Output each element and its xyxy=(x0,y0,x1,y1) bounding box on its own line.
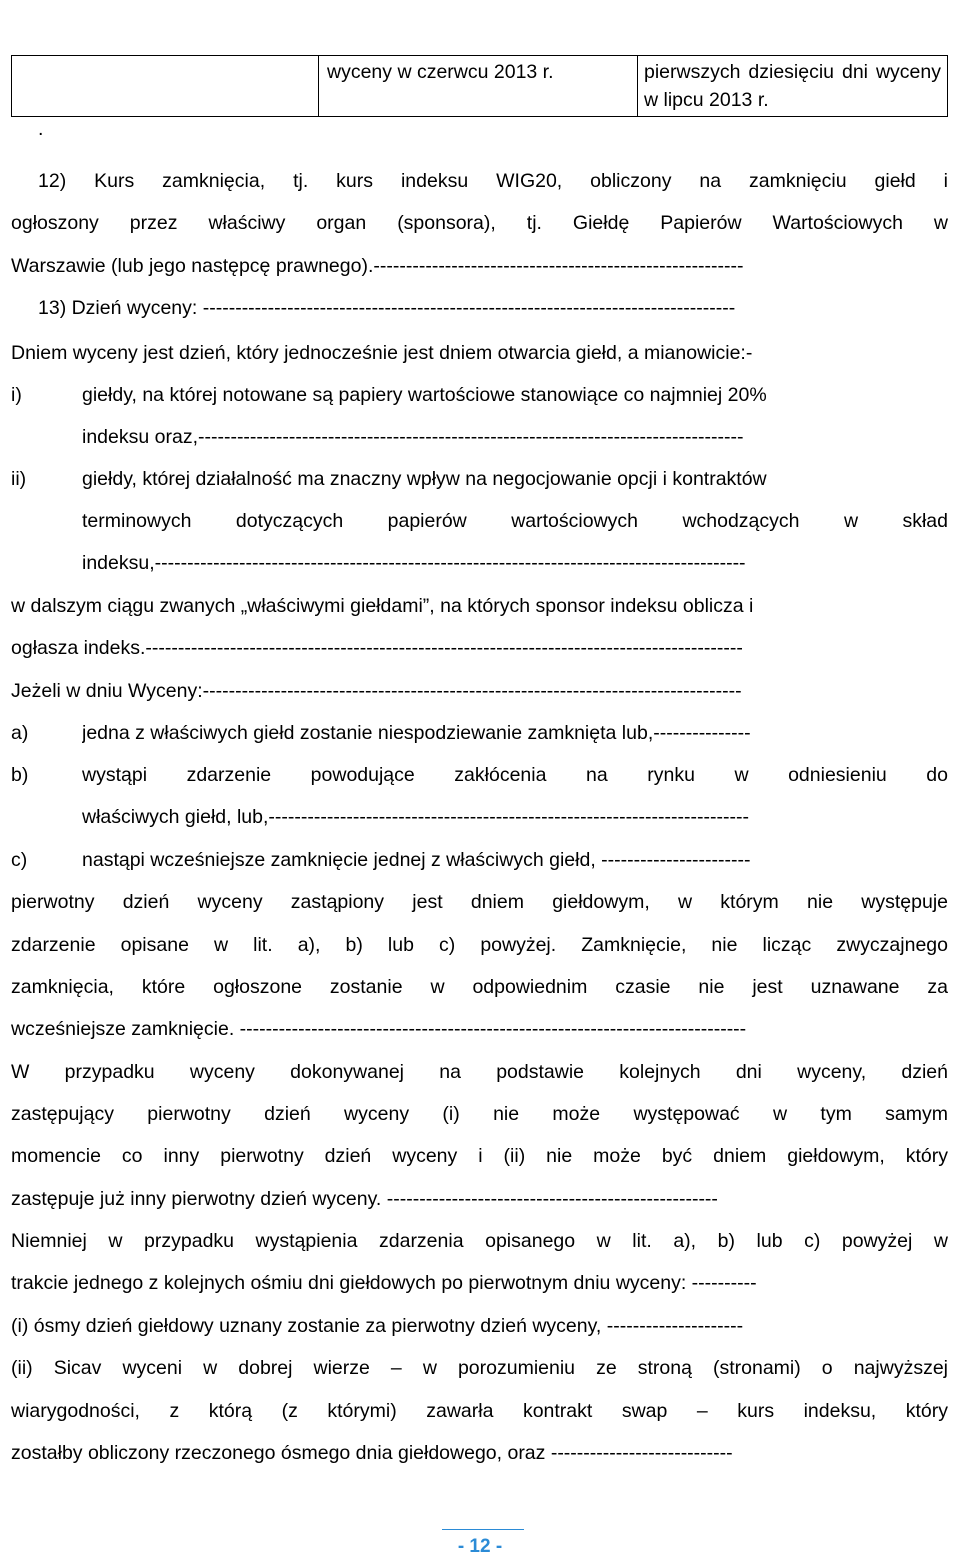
text-line: 12) Kurs zamknięcia, tj. kurs indeksu WIG20, obliczony na zamknięciu giełd i xyxy=(38,170,948,192)
text-line: właściwych giełd, lub,-------------------------------------------------------------------------- xyxy=(82,806,749,828)
page-number: - 12 - xyxy=(457,1536,503,1557)
list-marker: b) xyxy=(11,764,29,786)
table-cell-june: wyceny w czerwcu 2013 r. xyxy=(319,56,638,117)
table-cell-july: pierwszych dziesięciu dni wyceny w lipcu 2013 r. xyxy=(638,56,948,117)
text-line: Jeżeli w dniu Wyceny:----------------------------------------------------------------------------------- xyxy=(11,680,742,702)
text-line: Dniem wyceny jest dzień, który jednocześnie jest dniem otwarcia giełd, a mianowicie:- xyxy=(11,342,753,364)
text-line: pierwotny dzień wyceny zastąpiony jest dniem giełdowym, w którym nie występuje xyxy=(11,891,948,913)
text-line: ogłasza indeks.-------------------------------------------------------------------------------------------- xyxy=(11,637,743,659)
list-item: giełdy, na której notowane są papiery wartościowe stanowiące co najmniej 20% xyxy=(82,384,767,406)
text-line: zdarzenie opisane w lit. a), b) lub c) powyżej. Zamknięcie, nie licząc zwyczajnego xyxy=(11,934,948,956)
list-marker: ii) xyxy=(11,468,27,490)
text-line: wcześniejsze zamknięcie. ------------------------------------------------------------------------------ xyxy=(11,1018,747,1040)
text-line: W przypadku wyceny dokonywanej na podstawie kolejnych dni wyceny, dzień xyxy=(11,1061,948,1083)
text-line: terminowych dotyczących papierów wartościowych wchodzących w skład xyxy=(82,510,948,532)
list-marker: c) xyxy=(11,849,28,871)
text-line: wiarygodności, z którą (z którymi) zawarła kontrakt swap – kurs indeksu, który xyxy=(11,1400,948,1422)
list-marker: a) xyxy=(11,722,29,744)
text-line: zastępuje już inny pierwotny dzień wyceny. --------------------------------------------------- xyxy=(11,1188,718,1210)
list-item: wystąpi zdarzenie powodujące zakłócenia na rynku w odniesieniu do xyxy=(82,764,948,786)
stray-dot: . xyxy=(38,118,44,140)
text-line: trakcie jednego z kolejnych ośmiu dni giełdowych po pierwotnym dniu wyceny: ---------- xyxy=(11,1272,757,1294)
text-line: Niemniej w przypadku wystąpienia zdarzenia opisanego w lit. a), b) lub c) powyżej w xyxy=(11,1230,948,1252)
footer-rule xyxy=(442,1529,524,1530)
text-line: zostałby obliczony rzeczonego ósmego dnia giełdowego, oraz ---------------------------- xyxy=(11,1442,733,1464)
text-line: indeksu,------------------------------------------------------------------------------------------- xyxy=(82,552,746,574)
text-line: zastępujący pierwotny dzień wyceny (i) nie może występować w tym samym xyxy=(11,1103,948,1125)
header-table xyxy=(11,55,948,117)
section-heading-13: 13) Dzień wyceny: ---------------------------------------------------------------------------------- xyxy=(38,297,736,319)
table-cell-empty xyxy=(12,56,319,117)
text-line: ogłoszony przez właściwy organ (sponsora), tj. Giełdę Papierów Wartościowych w xyxy=(11,212,948,234)
text-line: (ii) Sicav wyceni w dobrej wierze – w porozumieniu ze stroną (stronami) o najwyższej xyxy=(11,1357,948,1379)
text-line: Warszawie (lub jego następcę prawnego).--------------------------------------------------------- xyxy=(11,255,744,277)
text-line: momencie co inny pierwotny dzień wyceny i (ii) nie może być dniem giełdowym, który xyxy=(11,1145,948,1167)
text-line: zamknięcia, które ogłoszone zostanie w odpowiednim czasie nie jest uznawane za xyxy=(11,976,948,998)
list-item: jedna z właściwych giełd zostanie niespodziewanie zamknięta lub,--------------- xyxy=(82,722,751,744)
list-marker: i) xyxy=(11,384,22,406)
text-line: (i) ósmy dzień giełdowy uznany zostanie za pierwotny dzień wyceny, --------------------- xyxy=(11,1315,744,1337)
text-line: w dalszym ciągu zwanych „właściwymi giełdami”, na których sponsor indeksu oblicza i xyxy=(11,595,754,617)
list-item: nastąpi wcześniejsze zamknięcie jednej z właściwych giełd, ----------------------- xyxy=(82,849,751,871)
list-item: giełdy, której działalność ma znaczny wpływ na negocjowanie opcji i kontraktów xyxy=(82,468,767,490)
text-line: indeksu oraz,------------------------------------------------------------------------------------ xyxy=(82,426,744,448)
